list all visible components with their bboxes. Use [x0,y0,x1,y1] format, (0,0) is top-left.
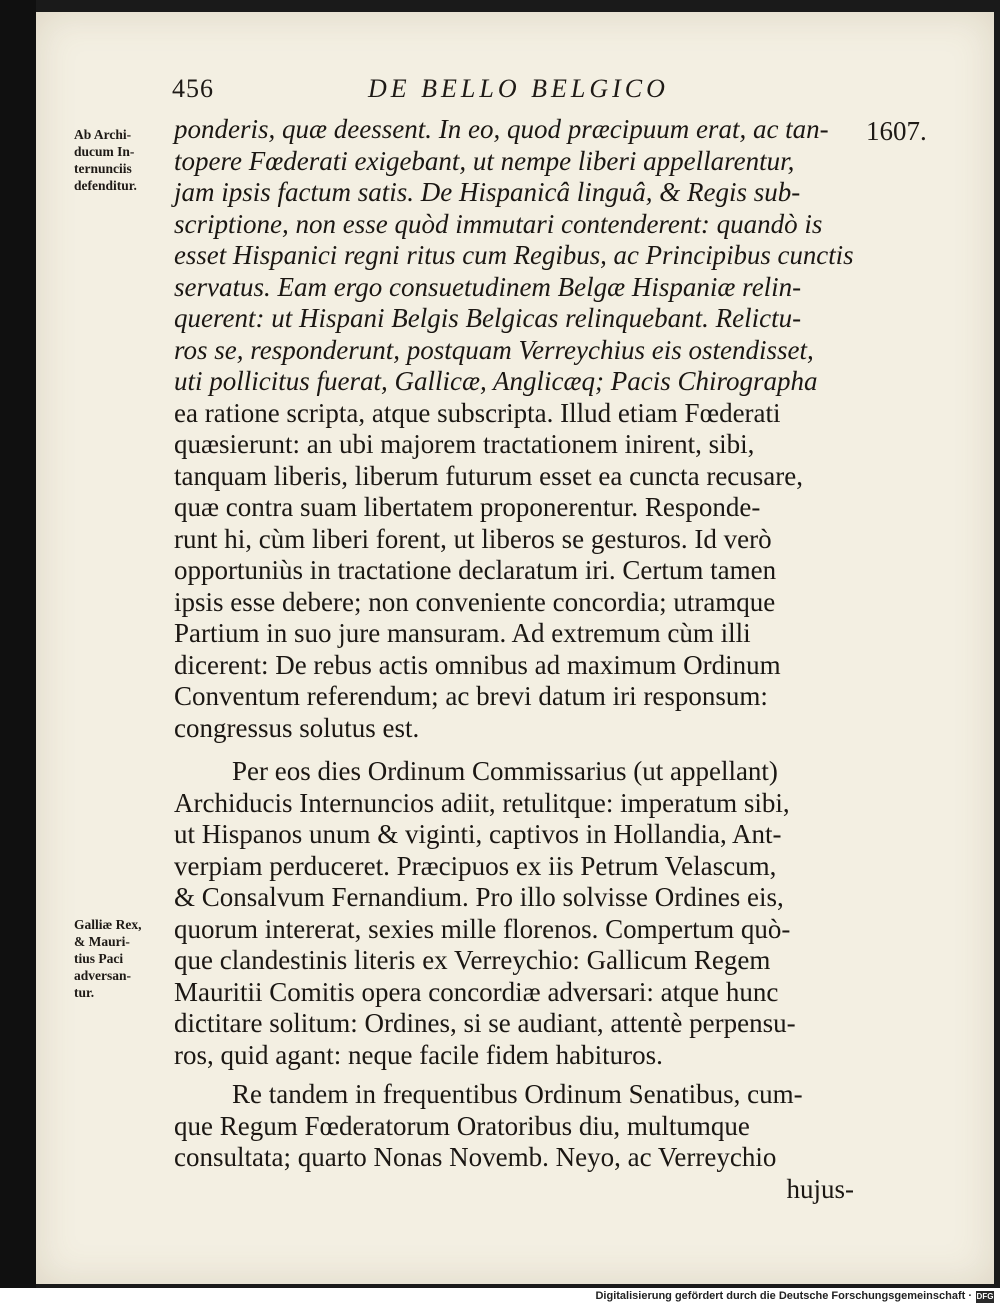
text-line: Archiducis Internuncios adiit, retulitque: imperatum sibi, [174,787,790,818]
text-line: dictitare solitum: Ordines, si se audiant, attentè perpensu- [174,1008,796,1038]
text-line: ut Hispanos unum & viginti, captivos in Hollandia, Ant- [174,819,782,849]
marginal-line: Ab Archi- [74,127,132,142]
text-line: congressus solutus est. [174,712,420,743]
text-line: Mauritii Comitis opera concordiæ adversari: atque hunc [174,976,779,1007]
text-line: verpiam perduceret. Præcipuos ex iis Petrum Velascum, [174,850,777,881]
text-line: uti pollicitus fuerat, Gallicæ, Anglicæq; Pacis Chirographa [174,366,818,396]
text-line: ea ratione scripta, atque subscripta. Illud etiam Fœderati [174,397,781,428]
text-line: que clandestinis literis ex Verreychio: Gallicum Regem [174,945,771,975]
marginal-line: defenditur. [74,178,137,193]
text-line: topere Fœderati exigebant, ut nempe liberi appellarentur, [174,145,795,176]
text-line: & Consalvum Fernandium. Pro illo solvisse Ordines eis, [174,882,784,912]
year-marginal: 1607. [866,116,927,146]
marginal-line: adversan- [74,968,131,983]
footer-credit: Digitalisierung gefördert durch die Deutsche Forschungsgemeinschaft · [595,1290,972,1302]
text-line: ponderis, quæ deessent. In eo, quod præcipuum erat, ac tan- [174,114,829,144]
text-line: jam ipsis factum satis. De Hispanicâ linguâ, & Regis sub- [174,177,801,207]
text-line: esset Hispanici regni ritus cum Regibus, ac Principibus cunctis [174,240,854,270]
running-title: DE BELLO BELGICO [368,74,669,103]
text-line: tanquam liberis, liberum futurum esset ea cuncta recusare, [174,460,804,491]
marginal-line: & Mauri- [74,934,130,949]
marginal-line: ducum In- [74,144,135,159]
text-line: runt hi, cùm liberi forent, ut liberos se gesturos. Id verò [174,523,772,554]
marginal-line: tius Paci [74,951,124,966]
paragraph-start-line: Re tandem in frequentibus Ordinum Senatibus, cum- [232,1079,803,1109]
text-line: Conventum referendum; ac brevi datum iri responsum: [174,681,768,711]
marginal-line: ternunciis [74,161,132,176]
text-line: dicerent: De rebus actis omnibus ad maximum Ordinum [174,649,781,680]
text-line: ros, quid agant: neque facile fidem habituros. [174,1039,663,1070]
marginal-note [74,916,174,1001]
marginal-line: Galliæ Rex, [74,917,142,932]
text-line: quæ contra suam libertatem proponerentur. Responde- [174,492,761,522]
text-line: ros se, responderunt, postquam Verreychius eis ostendisset, [174,334,814,365]
text-line: que Regum Fœderatorum Oratoribus diu, multumque [174,1110,750,1141]
page-header [0,68,1000,108]
main-text-block [174,114,854,1205]
text-line: querent: ut Hispani Belgis Belgicas relinquebant. Relictu- [174,303,802,333]
digitization-footer [0,1288,1000,1307]
dfg-logo: DFG [976,1292,994,1301]
text-line: scriptione, non esse quòd immutari contenderent: quandò is [174,208,823,239]
text-line: consultata; quarto Nonas Novemb. Neyo, ac Verreychio [174,1142,777,1172]
marginal-line: tur. [74,985,95,1000]
page-number: 456 [172,74,214,103]
text-line: Partium in suo jure mansuram. Ad extremum cùm illi [174,618,751,648]
marginal-note [74,126,174,194]
paragraph-start-line: Per eos dies Ordinum Commissarius (ut appellant) [232,756,778,786]
text-line: ipsis esse debere; non conveniente concordia; utramque [174,586,776,617]
text-line: opportuniùs in tractatione declaratum iri. Certum tamen [174,555,777,585]
text-line: quæsierunt: an ubi majorem tractationem inirent, sibi, [174,429,755,459]
text-line: quorum intererat, sexies mille florenos. Compertum quò- [174,913,791,944]
catchword: hujus- [786,1173,854,1204]
text-line: servatus. Eam ergo consuetudinem Belgæ Hispaniæ relin- [174,271,802,302]
scan-left-edge [0,0,36,1290]
